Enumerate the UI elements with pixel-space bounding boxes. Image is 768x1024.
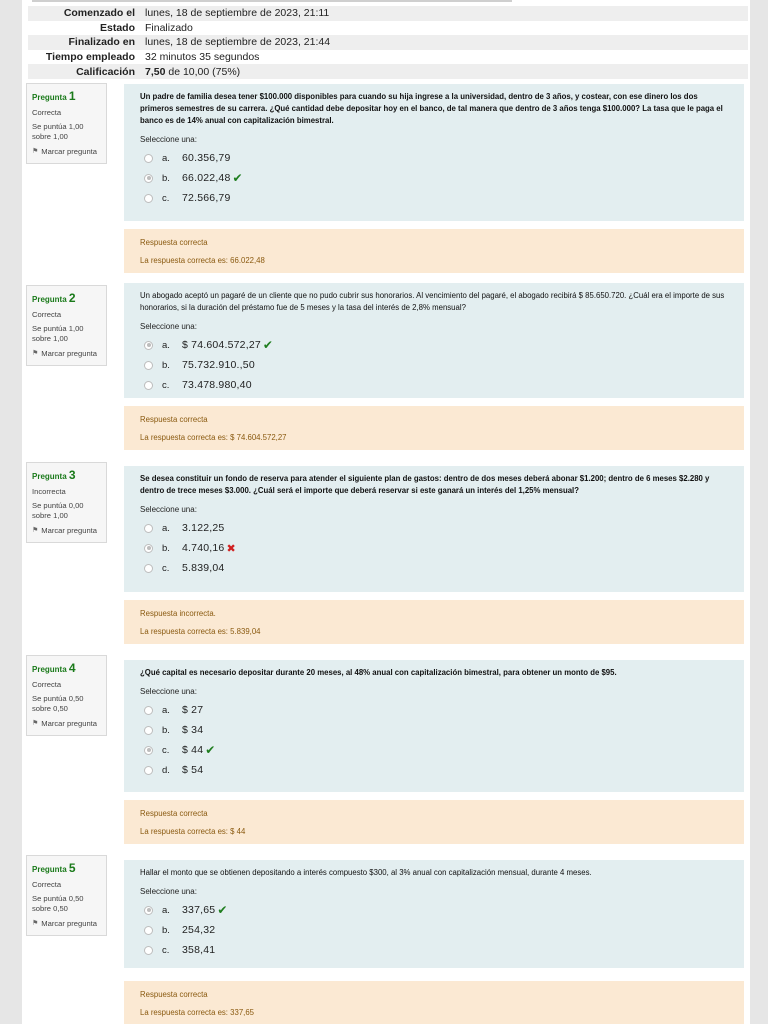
answer-text: $ 54 (182, 764, 204, 777)
question-number (32, 468, 101, 484)
question-number (32, 661, 101, 677)
question-content-1 (124, 84, 744, 221)
answer-text: 75.732.910.,50 (182, 359, 255, 372)
question-number-value: 4 (68, 661, 76, 675)
summary-label: Comenzado el (63, 7, 135, 20)
radio-button[interactable] (144, 746, 153, 755)
select-prompt: Seleccione una: (140, 322, 197, 332)
flag-question-link[interactable] (32, 147, 101, 157)
question-prefix: Pregunta (32, 472, 67, 481)
select-prompt: Seleccione una: (140, 887, 197, 897)
answer-letter: c. (162, 379, 170, 391)
question-number-value: 2 (68, 291, 76, 305)
answer-text: 60.356,79 (182, 152, 231, 165)
question-text: Un abogado aceptó un pagaré de un cliente que no pudo cubrir sus honorarios. Al vencimiento del pagaré, el abogado recibirá $ 85.650.720. ¿Cuál era el importe de sus honorarios, si la duración del préstamo fue de 5 meses y la tasa del interés de 2,8% mensual? (140, 291, 725, 313)
radio-button[interactable] (144, 906, 153, 915)
feedback-text: La respuesta correcta es: $ 44 (140, 826, 246, 836)
answer-list (140, 518, 730, 578)
summary-row-state (28, 21, 748, 36)
flag-label: Marcar pregunta (41, 147, 97, 157)
flag-question-link[interactable] (32, 349, 101, 359)
answer-text: 4.740,16 (182, 542, 225, 555)
question-prefix: Pregunta (32, 865, 67, 874)
answer-letter: b. (162, 924, 170, 936)
grade-score: 7,50 (145, 65, 166, 78)
answer-option[interactable] (140, 900, 730, 920)
answer-option[interactable] (140, 335, 730, 355)
question-prefix: Pregunta (32, 665, 67, 674)
flag-icon: ⚑ (32, 720, 39, 728)
summary-label: Finalizado en (68, 36, 135, 49)
answer-option[interactable] (140, 720, 730, 740)
question-text: Se desea constituir un fondo de reserva para atender el siguiente plan de gastos: dentro de dos meses deberá abonar $1.200; dentro de 6 meses $2.280 y dentro de trece meses $3.000. ¿Cuál será el importe que deberá reservar si este ganará un interés del 1,25% mensual? (140, 474, 710, 496)
question-grade: Se puntúa 0,50 sobre 0,50 (32, 694, 84, 714)
question-number (32, 861, 101, 877)
flag-label: Marcar pregunta (41, 719, 97, 729)
question-info-1 (26, 83, 107, 164)
question-state: Correcta (32, 309, 62, 319)
flag-label: Marcar pregunta (41, 919, 97, 929)
answer-option[interactable] (140, 920, 730, 940)
answer-option[interactable] (140, 700, 730, 720)
radio-button[interactable] (144, 524, 153, 533)
answer-text: 5.839,04 (182, 562, 225, 575)
question-state: Incorrecta (32, 486, 66, 496)
question-text: Hallar el monto que se obtienen depositando a interés compuesto $300, al 3% anual con capitalización mensual, durante 4 meses. (140, 868, 592, 877)
feedback-text: La respuesta correcta es: $ 74.604.572,27 (140, 432, 287, 442)
radio-button[interactable] (144, 926, 153, 935)
feedback-text: La respuesta correcta es: 5.839,04 (140, 626, 261, 636)
grade-total: de 10,00 (75%) (165, 65, 241, 78)
radio-button[interactable] (144, 544, 153, 553)
answer-text: $ 74.604.572,27 (182, 339, 261, 352)
question-prefix: Pregunta (32, 295, 67, 304)
summary-value: lunes, 18 de septiembre de 2023, 21:44 (145, 36, 331, 49)
answer-text: 254,32 (182, 924, 216, 937)
question-number (32, 89, 101, 105)
answer-letter: b. (162, 724, 170, 736)
answer-text: $ 27 (182, 704, 204, 717)
flag-icon: ⚑ (32, 350, 39, 358)
answer-option[interactable] (140, 538, 730, 558)
summary-value: Finalizado (145, 21, 193, 34)
summary-label: Calificación (76, 65, 135, 78)
feedback-title: Respuesta incorrecta. (140, 609, 216, 618)
flag-icon: ⚑ (32, 920, 39, 928)
question-prefix: Pregunta (32, 93, 67, 102)
select-prompt: Seleccione una: (140, 505, 197, 515)
feedback-text: La respuesta correcta es: 66.022,48 (140, 255, 265, 265)
question-grade: Se puntúa 1,00 sobre 1,00 (32, 122, 84, 142)
question-text: Un padre de familia desea tener $100.000 disponibles para cuando su hija ingrese a la universidad, dentro de 3 años, y costear, con ese dinero los dos primeros semestres de su carrera. ¿Qué cantidad debe depositar hoy en el banco, de tal manera que dentro de 3 años tenga $100.000? La tasa que le paga el banco es de 14% anual con capitalización bimestral. (140, 92, 723, 126)
answer-text: 3.122,25 (182, 522, 225, 535)
question-number (32, 291, 101, 307)
radio-button[interactable] (144, 154, 153, 163)
answer-option[interactable] (140, 558, 730, 578)
answer-letter: a. (162, 904, 170, 916)
question-content-3 (124, 466, 744, 592)
radio-button[interactable] (144, 766, 153, 775)
question-grade: Se puntúa 0,00 sobre 1,00 (32, 501, 84, 521)
answer-option[interactable] (140, 940, 730, 960)
answer-letter: d. (162, 764, 170, 776)
answer-text: $ 44 (182, 744, 204, 757)
summary-row-finished (28, 35, 748, 50)
answer-text: 337,65 (182, 904, 216, 917)
flag-icon: ⚑ (32, 148, 39, 156)
question-content-4 (124, 660, 744, 792)
answer-letter: b. (162, 172, 170, 184)
answer-letter: c. (162, 192, 170, 204)
answer-letter: c. (162, 944, 170, 956)
answer-letter: a. (162, 704, 170, 716)
top-divider (32, 0, 512, 2)
question-info-3 (26, 462, 107, 543)
answer-option[interactable] (140, 760, 730, 780)
answer-option[interactable] (140, 518, 730, 538)
question-content-5 (124, 860, 744, 968)
question-state: Correcta (32, 879, 62, 889)
radio-button[interactable] (144, 706, 153, 715)
summary-label: Tiempo empleado (45, 51, 135, 64)
answer-list (140, 335, 730, 395)
attempt-summary-table (28, 6, 748, 79)
correct-check-icon: ✔ (232, 171, 243, 186)
question-state: Correcta (32, 679, 62, 689)
answer-option[interactable] (140, 355, 730, 375)
question-grade: Se puntúa 0,50 sobre 0,50 (32, 894, 84, 914)
question-info-5 (26, 855, 107, 936)
answer-text: 358,41 (182, 944, 216, 957)
answer-letter: c. (162, 744, 170, 756)
summary-row-grade (28, 64, 748, 79)
answer-option[interactable] (140, 188, 730, 208)
answer-option[interactable] (140, 740, 730, 760)
feedback-title: Respuesta correcta (140, 990, 208, 999)
radio-button[interactable] (144, 341, 153, 350)
answer-letter: a. (162, 339, 170, 351)
radio-button[interactable] (144, 361, 153, 370)
summary-row-started (28, 6, 748, 21)
flag-icon: ⚑ (32, 527, 39, 535)
flag-question-link[interactable] (32, 719, 101, 729)
question-info-4 (26, 655, 107, 736)
correct-check-icon: ✔ (217, 903, 228, 918)
answer-option[interactable] (140, 148, 730, 168)
quiz-review-page (22, 0, 750, 1024)
answer-text: 72.566,79 (182, 192, 231, 205)
answer-text: 66.022,48 (182, 172, 231, 185)
feedback-box-1 (124, 229, 744, 273)
feedback-title: Respuesta correcta (140, 809, 208, 818)
summary-value: 32 minutos 35 segundos (145, 51, 260, 64)
answer-letter: a. (162, 522, 170, 534)
question-info-2 (26, 285, 107, 366)
select-prompt: Seleccione una: (140, 135, 197, 145)
flag-question-link[interactable] (32, 919, 101, 929)
question-grade: Se puntúa 1,00 sobre 1,00 (32, 324, 84, 344)
correct-check-icon: ✔ (205, 743, 216, 758)
radio-button[interactable] (144, 726, 153, 735)
feedback-box-3 (124, 600, 744, 644)
radio-button[interactable] (144, 194, 153, 203)
feedback-box-4 (124, 800, 744, 844)
question-number-value: 1 (68, 89, 76, 103)
answer-text: 73.478.980,40 (182, 379, 252, 392)
flag-question-link[interactable] (32, 526, 101, 536)
feedback-box-2 (124, 406, 744, 450)
radio-button[interactable] (144, 174, 153, 183)
radio-button[interactable] (144, 946, 153, 955)
feedback-title: Respuesta correcta (140, 415, 208, 424)
answer-letter: a. (162, 152, 170, 164)
question-content-2 (124, 283, 744, 398)
flag-label: Marcar pregunta (41, 526, 97, 536)
question-number-value: 3 (68, 468, 76, 482)
answer-letter: b. (162, 359, 170, 371)
answer-list (140, 148, 730, 208)
summary-value (143, 66, 240, 78)
answer-option[interactable] (140, 168, 730, 188)
question-state: Correcta (32, 107, 62, 117)
answer-list (140, 700, 730, 780)
question-text: ¿Qué capital es necesario depositar durante 20 meses, al 48% anual con capitalización bimestral, para obtener un monto de $95. (140, 668, 617, 677)
flag-label: Marcar pregunta (41, 349, 97, 359)
answer-option[interactable] (140, 375, 730, 395)
question-number-value: 5 (68, 861, 76, 875)
answer-list (140, 900, 730, 960)
summary-label: Estado (99, 21, 135, 34)
radio-button[interactable] (144, 381, 153, 390)
summary-value: lunes, 18 de septiembre de 2023, 21:11 (145, 7, 330, 20)
answer-letter: c. (162, 562, 170, 574)
correct-check-icon: ✔ (262, 338, 273, 353)
feedback-title: Respuesta correcta (140, 238, 208, 247)
select-prompt: Seleccione una: (140, 687, 197, 697)
answer-text: $ 34 (182, 724, 204, 737)
answer-letter: b. (162, 542, 170, 554)
summary-row-time (28, 50, 748, 65)
feedback-box-5 (124, 981, 744, 1024)
incorrect-cross-icon: ✖ (226, 542, 236, 555)
radio-button[interactable] (144, 564, 153, 573)
feedback-text: La respuesta correcta es: 337,65 (140, 1007, 254, 1017)
